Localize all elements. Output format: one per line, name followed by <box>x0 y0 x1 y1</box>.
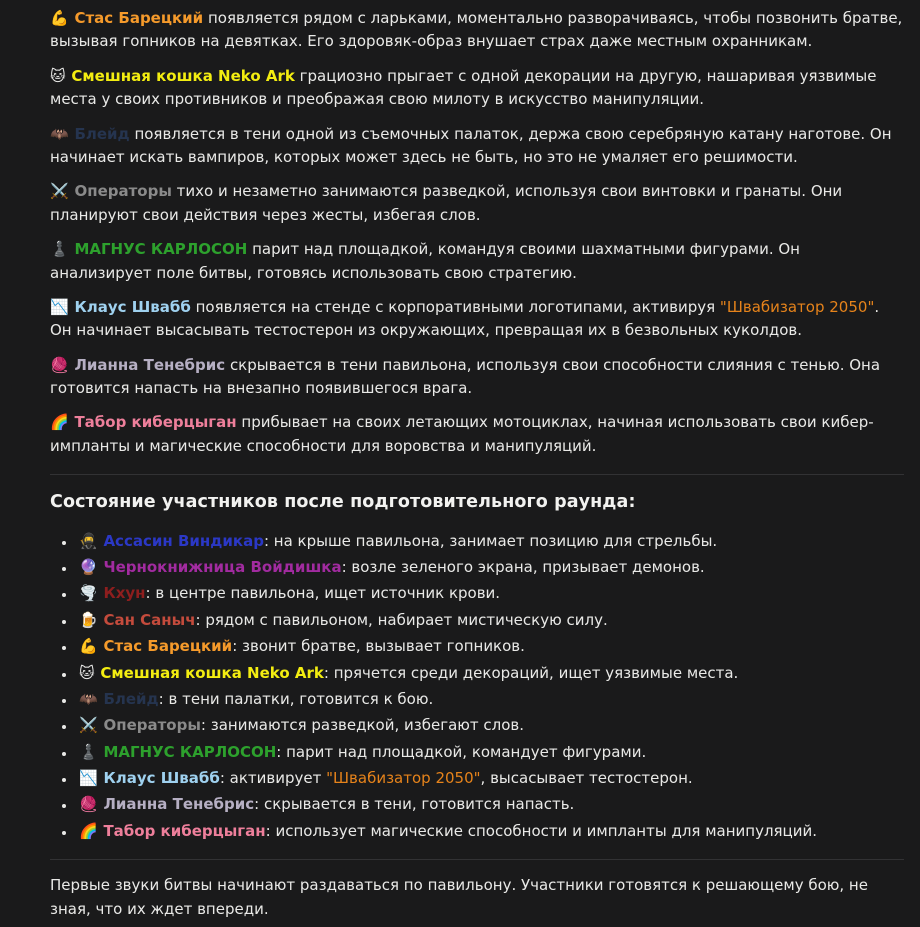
participants-list <box>50 530 904 844</box>
character-intro-paragraph <box>50 123 904 170</box>
crystal-ball-icon: 🔮 <box>79 557 103 576</box>
character-name: Стас Барецкий <box>74 9 204 27</box>
rainbow-icon: 🌈 <box>79 821 103 840</box>
crossed-swords-icon: ⚔️ <box>79 716 103 735</box>
text-segment: : занимаются разведкой, избегают слов. <box>200 716 525 735</box>
character-name: Табор киберцыган <box>74 413 237 432</box>
character-name: Операторы <box>103 716 201 735</box>
participant-status-item <box>76 714 904 737</box>
participant-status-item <box>76 662 904 685</box>
character-name: Сан Саныч <box>103 610 196 629</box>
character-name: Смешная кошка Neko Ark <box>100 663 324 682</box>
divider-above-heading <box>50 474 904 475</box>
character-name: Кхун <box>103 584 146 603</box>
participant-status-item <box>76 556 904 579</box>
purple-orb-icon: 🧶 <box>50 355 74 374</box>
character-name: МАГНУС КАРЛОСОН <box>103 742 277 761</box>
character-name: Блейд <box>74 124 130 143</box>
text-segment: : в тени палатки, готовится к бою. <box>158 689 434 708</box>
tornado-icon: 🌪️ <box>79 584 103 603</box>
section-heading: Состояние участников после подготовительного раунда: <box>50 492 636 513</box>
crossed-swords-icon: ⚔️ <box>50 182 74 201</box>
text-segment: : звонит братве, вызывает гопников. <box>232 637 525 656</box>
purple-orb-icon: 🧶 <box>79 795 103 814</box>
text-segment: : рядом с павильоном, набирает мистическую силу. <box>195 610 608 629</box>
character-name: Стас Барецкий <box>103 637 233 656</box>
character-intro-paragraph <box>50 411 904 458</box>
text-segment: : парит над площадкой, командует фигурами. <box>276 742 647 761</box>
text-segment: , высасывает тестостерон. <box>480 769 693 788</box>
flexed-biceps-icon: 💪 <box>50 9 74 27</box>
character-intro-paragraph <box>50 296 904 343</box>
text-segment: : использует магические способности и импланты для манипуляций. <box>265 821 818 840</box>
character-name: Лианна Тенебрис <box>74 355 226 374</box>
participant-status-item <box>76 688 904 711</box>
text-segment: : прячется среди декораций, ищет уязвимые места. <box>323 663 739 682</box>
character-name: "Швабизатор 2050" <box>719 297 875 316</box>
character-name: Операторы <box>74 182 172 201</box>
participant-status-item <box>76 793 904 816</box>
character-name: Лианна Тенебрис <box>103 795 255 814</box>
intro-paragraphs <box>50 7 904 458</box>
text-segment: парит над площадкой, командуя своими шахматными фигурами. Он анализирует поле битвы, готовясь использовать свою стратегию. <box>50 240 800 282</box>
participant-status-item <box>76 530 904 553</box>
bat-icon: 🦇 <box>50 124 74 143</box>
flexed-biceps-icon: 💪 <box>79 637 103 656</box>
chess-pawn-icon: ♟️ <box>79 742 103 761</box>
character-intro-paragraph <box>50 238 904 285</box>
character-intro-paragraph <box>50 65 904 112</box>
participant-status-item <box>76 767 904 790</box>
character-intro-paragraph <box>50 354 904 401</box>
cat-face-icon: 🐱 <box>50 66 71 85</box>
character-name: "Швабизатор 2050" <box>326 769 481 788</box>
text-segment: скрывается в тени павильона, используя свои способности слияния с тенью. Она готовится напасть на внезапно появившегося врага. <box>50 355 881 398</box>
bat-icon: 🦇 <box>79 689 103 708</box>
text-segment: появляется на стенде с корпоративными логотипами, активируя <box>190 297 720 316</box>
rainbow-icon: 🌈 <box>50 413 74 432</box>
text-segment: появляется в тени одной из съемочных палаток, держа свою серебряную катану наготове. Он начинает искать вампиров, которых может здесь не быть, но это не умаляет его решимости. <box>50 124 892 166</box>
character-name: Табор киберцыган <box>103 821 266 840</box>
text-segment: : скрывается в тени, готовится напасть. <box>254 795 575 814</box>
participant-status-item <box>76 582 904 605</box>
chart-decreasing-icon: 📉 <box>79 769 103 788</box>
chart-decreasing-icon: 📉 <box>50 297 74 316</box>
participant-status-item <box>76 609 904 632</box>
character-name: Чернокнижница Войдишка <box>103 557 342 576</box>
chess-pawn-icon: ♟️ <box>50 240 74 259</box>
text-segment: прибывает на своих летающих мотоциклах, начиная использовать свои кибер-импланты и магические способности для воровства и манипуляций. <box>50 413 874 455</box>
cat-face-icon: 🐱 <box>79 663 100 682</box>
beer-mug-icon: 🍺 <box>79 610 103 629</box>
text-segment: тихо и незаметно занимаются разведкой, используя свои винтовки и гранаты. Они планируют свои действия через жесты, избегая слов. <box>50 182 843 224</box>
text-segment: грациозно прыгает с одной декорации на другую, нашаривая уязвимые места у своих противников и преображая свою милоту в искусство манипуляции. <box>50 66 877 109</box>
character-intro-paragraph <box>50 7 904 54</box>
participant-status-item <box>76 635 904 658</box>
character-name: Клаус Швабб <box>103 769 220 788</box>
text-segment: : в центре павильона, ищет источник крови. <box>145 584 501 603</box>
character-name: Ассасин Виндикар <box>103 531 264 550</box>
character-name: Блейд <box>103 689 159 708</box>
text-segment: появляется рядом с ларьками, моментально разворачиваясь, чтобы позвонить братве, вызывая гопников на девятках. Его здоровяк-образ внушает страх даже местным охранникам. <box>50 9 903 51</box>
character-name: Смешная кошка Neko Ark <box>71 66 295 85</box>
participant-status-item <box>76 741 904 764</box>
text-segment: : активирует <box>219 769 327 788</box>
divider-below-list <box>50 859 904 860</box>
character-intro-paragraph <box>50 180 904 227</box>
assassin-icon: 🥷 <box>79 531 103 550</box>
text-segment: . Он начинает высасывать тестостерон из окружающих, превращая их в безвольных куколдов. <box>50 297 880 340</box>
character-name: МАГНУС КАРЛОСОН <box>74 240 248 259</box>
outro-paragraph: Первые звуки битвы начинают раздаваться по павильону. Участники готовятся к решающему бою, не зная, что их ждет впереди. <box>50 876 868 918</box>
character-name: Клаус Швабб <box>74 297 191 316</box>
text-segment: : возле зеленого экрана, призывает демонов. <box>341 557 705 576</box>
participant-status-item <box>76 820 904 843</box>
text-segment: : на крыше павильона, занимает позицию для стрельбы. <box>263 531 718 550</box>
